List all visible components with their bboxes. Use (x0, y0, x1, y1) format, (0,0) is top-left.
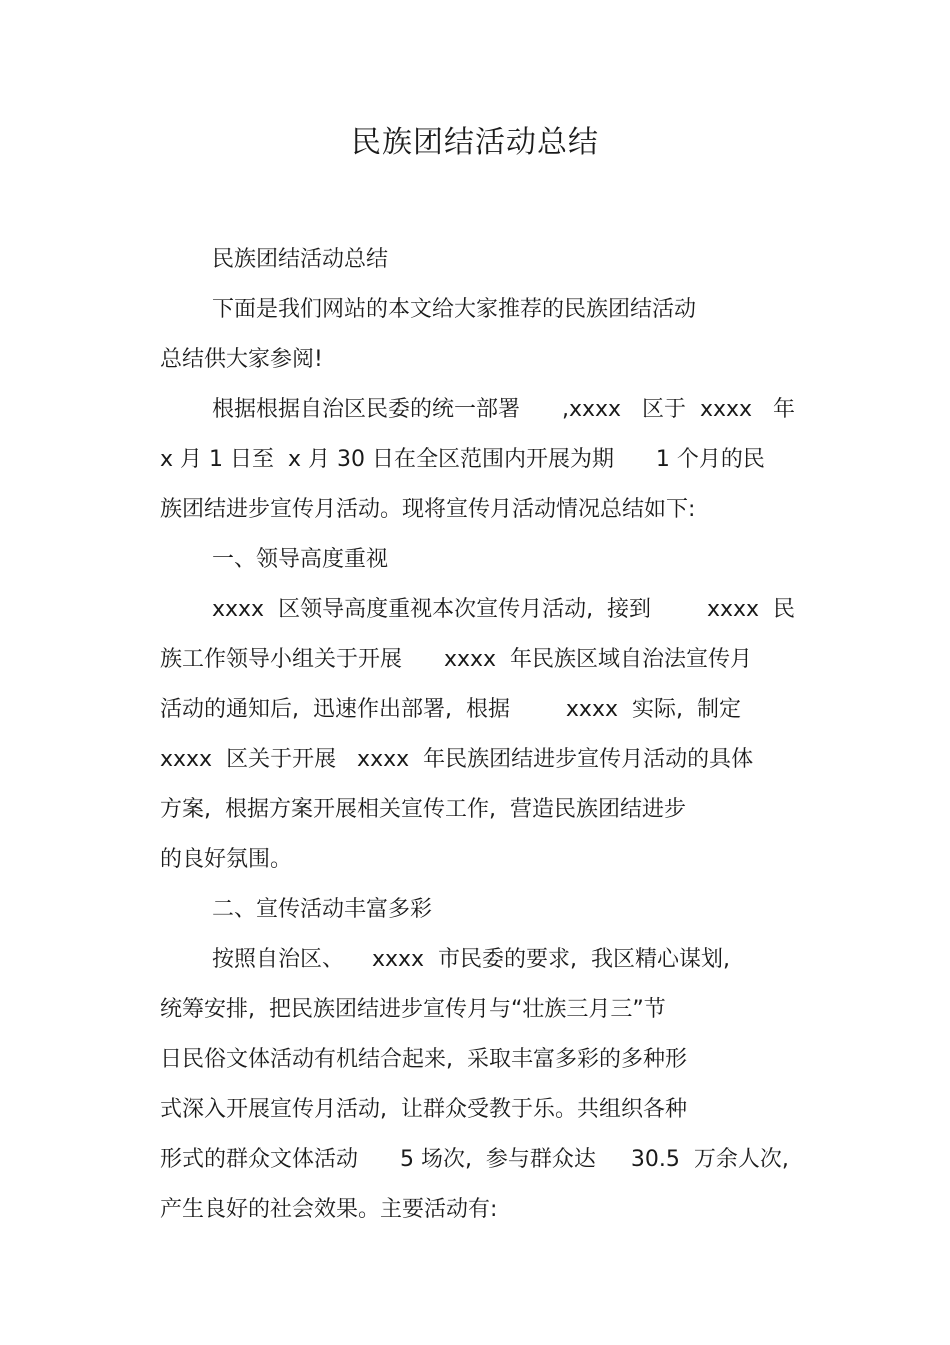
document-title: 民族团结活动总结 (351, 125, 599, 160)
body-line: 按照自治区、 xxxx 市民委的要求, 我区精心谋划, (212, 947, 731, 972)
body-line: 民族团结活动总结 (212, 247, 389, 272)
body-line: 日民俗文体活动有机结合起来, 采取丰富多彩的多种形 (160, 1047, 687, 1072)
body-line: x 月 1 日至 x 月 30 日在全区范围内开展为期 1 个月的民 (160, 447, 765, 472)
body-line: xxxx 区关于开展 xxxx 年民族团结进步宣传月活动的具体 (160, 747, 754, 772)
body-line: 产生良好的社会效果。主要活动有: (160, 1197, 498, 1222)
body-line: 族工作领导小组关于开展 xxxx 年民族区域自治法宣传月 (160, 647, 753, 672)
body-line: 形式的群众文体活动 5 场次, 参与群众达 30.5 万余人次, (160, 1147, 789, 1172)
body-line: 统筹安排, 把民族团结进步宣传月与“壮族三月三”节 (160, 997, 666, 1022)
section-heading: 一、领导高度重视 (212, 547, 389, 572)
body-line: 方案, 根据方案开展相关宣传工作, 营造民族团结进步 (160, 797, 686, 822)
body-line: xxxx 区领导高度重视本次宣传月活动, 接到 xxxx 民 (212, 597, 796, 622)
body-line: 下面是我们网站的本文给大家推荐的民族团结活动 (212, 297, 697, 322)
body-line: 族团结进步宣传月活动。现将宣传月活动情况总结如下: (160, 497, 696, 522)
section-heading: 二、宣传活动丰富多彩 (212, 897, 433, 922)
body-line: 式深入开展宣传月活动, 让群众受教于乐。共组织各种 (160, 1097, 687, 1122)
body-line: 的良好氛围。 (160, 847, 293, 872)
body-line: 根据根据自治区民委的统一部署 ,xxxx 区于 xxxx 年 (212, 397, 796, 422)
body-line: 活动的通知后, 迅速作出部署, 根据 xxxx 实际, 制定 (160, 697, 741, 722)
body-line: 总结供大家参阅! (160, 347, 323, 372)
